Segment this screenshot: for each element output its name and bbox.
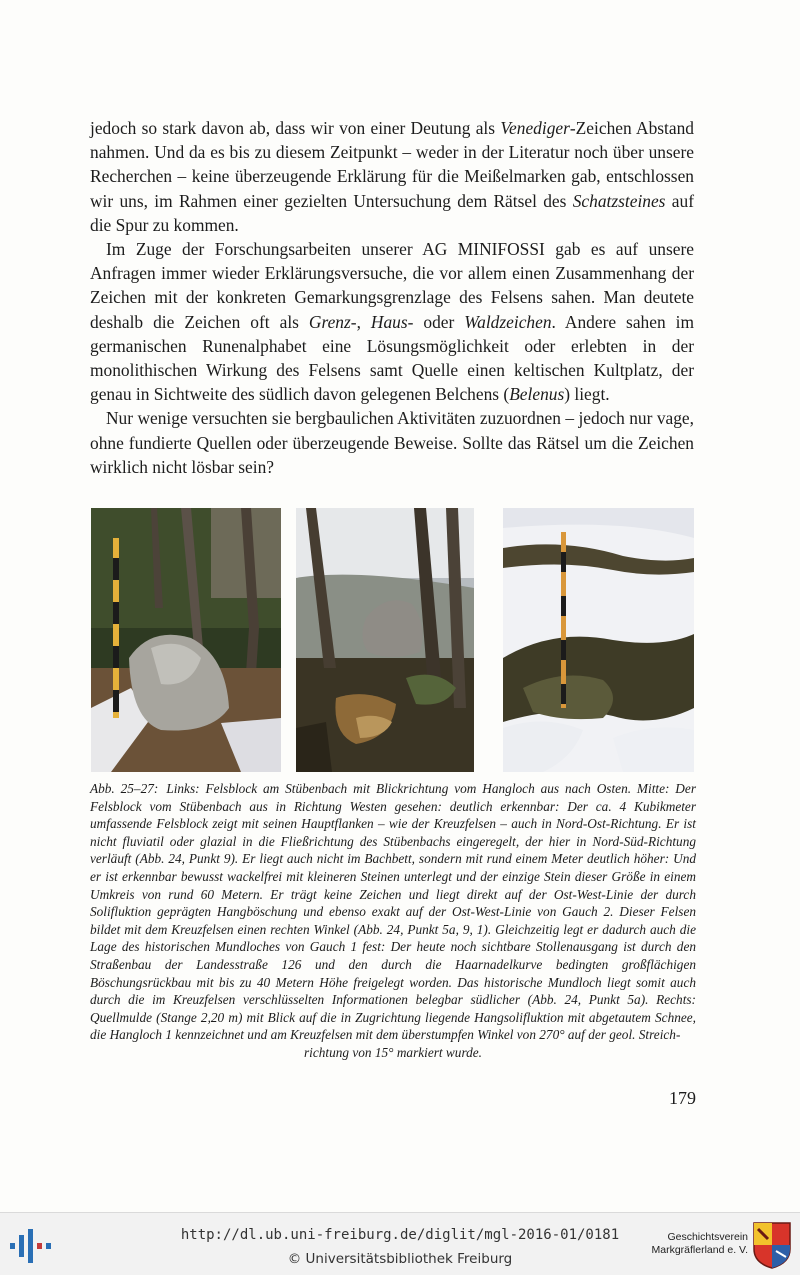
text-run: jedoch so stark davon ab, dass wir von einer Deutung als	[90, 118, 501, 138]
figure-caption	[90, 780, 696, 1062]
text-run: ) liegt.	[564, 384, 610, 405]
italic-term: Grenz-	[308, 311, 357, 332]
paragraph-3: Nur wenige versuchten sie bergbaulichen Aktivitäten zuzuordnen – jedoch nur vage, ohne fundierte Quellen oder überzeugende Beweise. Sollte das Rätsel um die Zeichen wirklich nicht lösbar sein?	[90, 408, 694, 477]
library-logo-icon	[10, 1229, 52, 1263]
page-number: 179	[669, 1088, 696, 1108]
society-name-line-1: Geschichtsverein	[667, 1231, 748, 1243]
text-run: ,	[356, 311, 371, 332]
text-run: auf die Spur zu kommen.	[90, 190, 694, 235]
society-name	[612, 1231, 748, 1257]
text-run: Im Zuge der Forschungsarbeiten unserer AG MINIFOSSI gab es auf unsere Anfragen immer wieder Erklärungsversuche, die vor allem einen Zusammenhang der Zeichen mit der konkreten Gemarkungsgrenzlage des Felsens sahen. Man deutete deshalb die Zeichen oft als	[90, 239, 694, 332]
photo-spring-hollow-snow	[503, 508, 694, 772]
paragraph-1	[90, 116, 694, 237]
caption-last-line: richtung von 15° markiert wurde.	[303, 1044, 483, 1060]
footer-url-link[interactable]: http://dl.ub.uni-freiburg.de/diglit/mgl-2016-01/0181	[180, 1227, 620, 1243]
italic-term: Venediger	[500, 118, 570, 138]
society-name-line-2: Markgräflerland e. V.	[651, 1244, 748, 1256]
italic-term: Waldzeichen	[464, 311, 552, 332]
italic-term: Haus-	[370, 311, 414, 332]
italic-term: Schatzsteines	[572, 190, 666, 211]
footer-copyright: © Universitätsbibliothek Freiburg	[287, 1251, 513, 1267]
text-run: . Andere sahen im germanischen Runenalphabet eine Lösungsmöglichkeit oder erlebten in der monolithischen Wirkung des Felsens samt Quelle einen keltischen Kultplatz, der genau in Sichtweite des südlich davon gelegenen Belchens (	[90, 311, 694, 405]
text-run: -Zeichen Abstand nahmen. Und da es bis zu diesem Zeitpunkt – weder in der Literatur noch über unsere Recherchen – keine überzeugende Erklärung für die Meißelmarken gab, entschlossen wir uns, im Rahmen einer gezielten Untersuchung dem Rätsel des	[90, 118, 694, 211]
body-text	[90, 116, 694, 479]
photo-boulder-forest	[91, 508, 281, 772]
paragraph-2	[90, 237, 694, 406]
footer-bar	[0, 1212, 800, 1275]
italic-term: Belenus	[509, 384, 565, 405]
photo-boulder-brook	[296, 508, 474, 772]
caption-label: Abb. 25–27:	[90, 781, 159, 796]
caption-text: Links: Felsblock am Stübenbach mit Blickrichtung vom Hangloch aus nach Osten. Mitte: Der Felsblock vom Stübenbach aus in Richtung Westen gesehen: deutlich erkennbar: Der ca. 4 Kubikmeter umfassende Felsblock zeigt mit seinen Hauptflanken – wie der Kreuzfelsen – auch in Nord-Ost-Richtung. Er ist nicht fluviatil oder glazial in die Fließrichtung des Stübenbachs eingeregelt, der hier in Nord-Süd-Richtung verläuft (Abb. 24, Punkt 9). Er liegt auch nicht im Bachbett, sondern mit rund einem Meter deutlich höher: Und er ist erkennbar bewusst wackelfrei mit kleineren Steinen unterlegt und der einzige Stein dieser Größe in einem Umkreis von rund 60 Metern. Er trägt keine Zeichen und liegt direkt auf der Ost-West-Linie der durch Solifluktion geprägten Hangböschung und ebenso exakt auf der Ost-West-Linie von Gauch 2. Dieser Felsen bildet mit dem Kreuzfelsen einen rechten Winkel (Abb. 24, Punkt 5a, 9, 1). Gleichzeitig legt er dadurch auch die Lage des historischen Mundloches von Gauch 1 fest: Der heute noch sichtbare Stollenausgang ist durch den Straßenbau der Landesstraße 126 und den durch die Haarnadelkurve bedingten großflächigen Böschungsrückbau mit bis zu 40 Metern Höhe freigelegt worden. Das historische Mundloch liegt somit auch durch die im Kreuzfelsen verschlüsselten Informationen belegbar südlicher (Abb. 24, Punkt 5a). Rechts: Quellmulde (Stange 2,20 m) mit Blick auf die in Zugrichtung liegende Hangsolifluktion mit abgetautem Schnee, die Hangloch 1 kennzeichnet und am Kreuzfelsen mit dem überstumpfen Winkel von 270° auf der geol. Streich-	[90, 781, 696, 1043]
society-crest-icon	[752, 1221, 792, 1269]
text-run: oder	[413, 311, 465, 332]
